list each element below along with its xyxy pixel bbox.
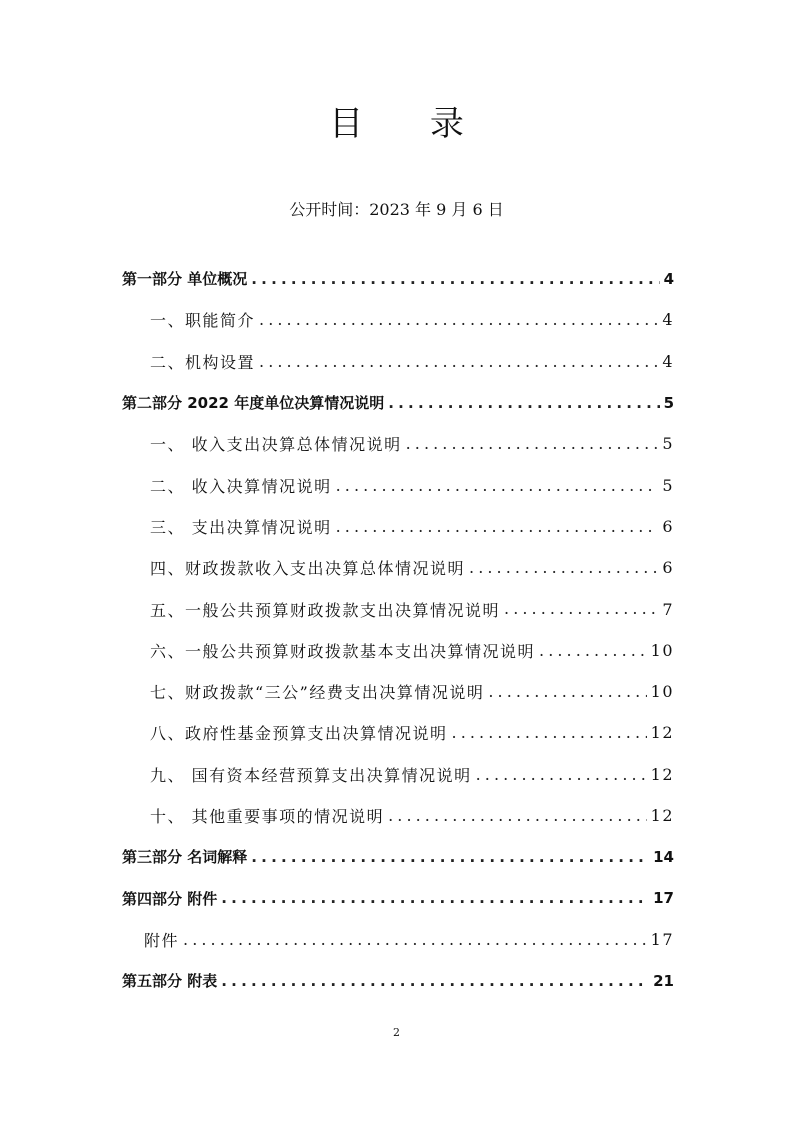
toc-entry-page: 10	[650, 640, 674, 660]
toc-dot-leader	[336, 476, 659, 495]
toc-entry-page: 4	[663, 269, 674, 288]
toc-dot-leader	[251, 270, 659, 288]
toc-entry-label: 十、 其他重要事项的情况说明	[150, 807, 385, 826]
toc-entry-label: 一、 收入支出决算总体情况说明	[150, 435, 402, 455]
toc-entry-page: 4	[662, 351, 674, 371]
page-title: 目 录	[329, 104, 492, 144]
toc-dot-leader	[406, 434, 659, 453]
toc-dot-leader	[488, 682, 646, 701]
toc-entry[interactable]	[122, 877, 674, 918]
toc-entry-label: 一、职能简介	[150, 311, 256, 331]
toc-entry-page: 12	[650, 806, 674, 825]
toc-entry[interactable]	[122, 960, 674, 1001]
toc-entry-label: 四、财政拨款收入支出决算总体情况说明	[150, 559, 466, 579]
toc-entry-page: 12	[650, 723, 674, 743]
toc-entry[interactable]	[122, 712, 674, 753]
toc-entry-label: 二、机构设置	[150, 352, 256, 372]
toc-dot-leader	[259, 352, 658, 371]
toc-entry-label: 第四部分 附件	[122, 889, 218, 908]
toc-entry-page: 10	[650, 682, 674, 702]
toc-dot-leader	[221, 889, 649, 907]
toc-entry-label: 五、一般公共预算财政拨款支出决算情况说明	[150, 600, 501, 620]
toc-entry[interactable]	[122, 836, 674, 877]
toc-dot-leader	[259, 310, 658, 329]
toc-entry-page: 17	[650, 929, 674, 949]
publish-time: 公开时间：2023 年 9 月 6 日	[289, 200, 504, 219]
toc-entry-page: 17	[653, 889, 674, 908]
toc-entry[interactable]	[122, 341, 674, 382]
toc-entry-label: 三、 支出决算情况说明	[150, 517, 332, 537]
toc-entry-label: 第二部分 2022 年度单位决算情况说明	[122, 394, 385, 413]
toc-entry[interactable]	[122, 299, 674, 340]
toc-entry-page: 7	[662, 599, 674, 619]
toc-dot-leader	[504, 599, 658, 618]
toc-entry-page: 5	[663, 393, 674, 412]
toc-entry-page: 4	[662, 310, 674, 330]
toc-entry-page: 12	[650, 764, 674, 784]
toc-entry[interactable]	[122, 795, 674, 836]
toc-dot-leader	[476, 765, 647, 784]
toc-dot-leader	[221, 972, 649, 990]
toc-entry[interactable]	[122, 506, 674, 547]
toc-entry-label: 九、 国有资本经营预算支出决算情况说明	[150, 765, 472, 785]
toc-entry-label: 七、财政拨款“三公”经费支出决算情况说明	[150, 683, 485, 703]
toc-entry-page: 6	[662, 558, 674, 578]
toc-entry[interactable]	[122, 588, 674, 629]
toc-entry-label: 第五部分 附表	[122, 972, 218, 991]
toc-entry-page: 5	[662, 434, 674, 454]
toc-entry-page: 6	[662, 516, 674, 536]
toc-entry-page: 14	[653, 847, 674, 866]
toc-entry[interactable]	[122, 547, 674, 588]
toc-entry-label: 附件	[144, 930, 180, 950]
toc-entry-page: 21	[653, 971, 674, 990]
toc-entry[interactable]	[122, 258, 674, 299]
toc-entry-label: 第一部分 单位概况	[122, 270, 248, 289]
toc-entry[interactable]	[122, 630, 674, 671]
toc-entry[interactable]	[122, 671, 674, 712]
toc-dot-leader	[388, 394, 659, 412]
toc-dot-leader	[183, 930, 647, 949]
toc-entry[interactable]	[122, 423, 674, 464]
toc-entry-label: 二、 收入决算情况说明	[150, 476, 332, 496]
toc-entry-page: 5	[662, 475, 674, 495]
toc-dot-leader	[469, 558, 658, 577]
toc-entry[interactable]	[122, 919, 674, 960]
toc-dot-leader	[539, 641, 647, 660]
toc-dot-leader	[388, 806, 647, 825]
toc-dot-leader	[452, 723, 647, 742]
toc-entry[interactable]	[122, 382, 674, 423]
table-of-contents	[122, 258, 674, 1001]
toc-dot-leader	[336, 517, 659, 536]
toc-entry-label: 八、政府性基金预算支出决算情况说明	[150, 724, 448, 744]
footer-page-number: 2	[393, 1026, 400, 1039]
toc-entry[interactable]	[122, 464, 674, 505]
toc-entry-label: 六、一般公共预算财政拨款基本支出决算情况说明	[150, 641, 536, 661]
toc-entry-label: 第三部分 名词解释	[122, 848, 248, 867]
toc-entry[interactable]	[122, 754, 674, 795]
toc-dot-leader	[251, 848, 649, 866]
